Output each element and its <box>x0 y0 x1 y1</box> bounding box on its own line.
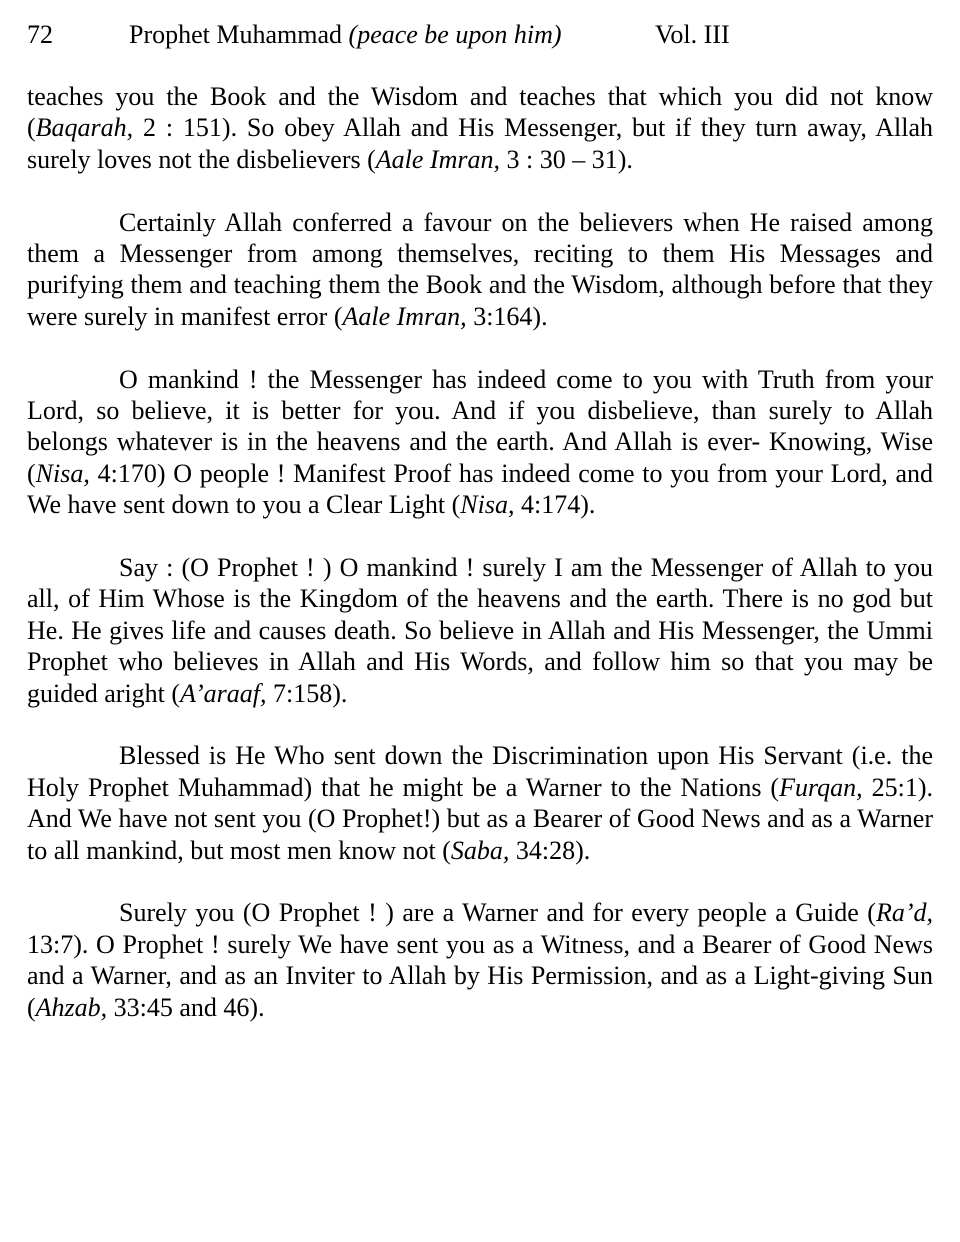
volume-label: Vol. III <box>655 20 730 49</box>
text-segment: 7:158). <box>266 678 348 708</box>
paragraph <box>27 81 933 175</box>
text-segment: teaches you the Book and the Wisdom and teaches that which you did not know ( <box>27 82 933 143</box>
paragraph <box>27 207 933 333</box>
citation-source: Ra’d, <box>875 898 933 928</box>
paragraph <box>27 897 933 1023</box>
text-segment: O mankind ! the Messenger has indeed come to you with Truth from your Lord, so believe, it is better for you. And if you disbelieve, than surely to Allah belongs whatever is in the heavens and the earth. And Allah is ever- Knowing, Wise ( <box>27 364 933 488</box>
citation-source: Baqarah, <box>35 113 134 143</box>
text-segment: 33:45 and 46). <box>107 992 265 1022</box>
text-segment: Say : (O Prophet ! ) O mankind ! surely I am the Messenger of Allah to you all, of Him Whose is the Kingdom of the heavens and the earth. There is no god but He. He gives life and causes death. So believe in Allah and His Messenger, the Ummi Prophet who believes in Allah and His Words, and follow him so that you may be guided aright ( <box>27 553 933 708</box>
paragraph <box>27 552 933 709</box>
running-title-italic: (peace be upon him) <box>348 20 562 49</box>
text-segment: 2 : 151). So obey Allah and His Messenger, but if they turn away, Allah surely loves not the disbelievers ( <box>27 113 933 174</box>
citation-source: Nisa, <box>35 458 90 488</box>
paragraph <box>27 740 933 866</box>
body-text <box>27 81 933 1055</box>
text-segment: Surely you (O Prophet ! ) are a Warner and for every people a Guide ( <box>119 898 876 928</box>
citation-source: Saba, <box>450 835 510 865</box>
text-segment: 4:174). <box>514 490 596 520</box>
text-segment: 34:28). <box>509 835 591 865</box>
running-title <box>129 18 562 52</box>
running-header <box>27 18 933 52</box>
text-segment: 3 : 30 – 31). <box>499 144 633 174</box>
citation-source: Aale Imran, <box>375 144 500 174</box>
paragraph <box>27 364 933 521</box>
citation-source: Nisa, <box>460 490 515 520</box>
citation-source: Furqan, <box>779 772 863 802</box>
page-number: 72 <box>27 20 53 49</box>
citation-source: A’araaf, <box>180 678 267 708</box>
text-segment: 25:1). And We have not sent you (O Prophet!) but as a Bearer of Good News and as a Warner to all mankind, but most men know not ( <box>27 772 933 865</box>
text-segment: 13:7). O Prophet ! surely We have sent you as a Witness, and a Bearer of Good News and a Warner, and as an Inviter to Allah by His Permission, and as a Light-giving Sun ( <box>27 929 933 1022</box>
text-segment: 4:170) O people ! Manifest Proof has indeed come to you from your Lord, and We have sent down to you a Clear Light ( <box>27 458 933 520</box>
text-segment: Certainly Allah conferred a favour on the believers when He raised among them a Messenger from among themselves, reciting to them His Messages and purifying them and teaching them the Book and the Wisdom, although before that they were surely in manifest error ( <box>27 207 933 331</box>
citation-source: Ahzab, <box>35 992 108 1022</box>
text-segment: Blessed is He Who sent down the Discrimination upon His Servant (i.e. the Holy Prophet Muhammad) that he might be a Warner to the Nations ( <box>27 741 933 802</box>
text-segment: 3:164). <box>466 301 548 331</box>
running-title-main: Prophet Muhammad <box>129 20 349 49</box>
citation-source: Aale Imran, <box>342 301 467 331</box>
